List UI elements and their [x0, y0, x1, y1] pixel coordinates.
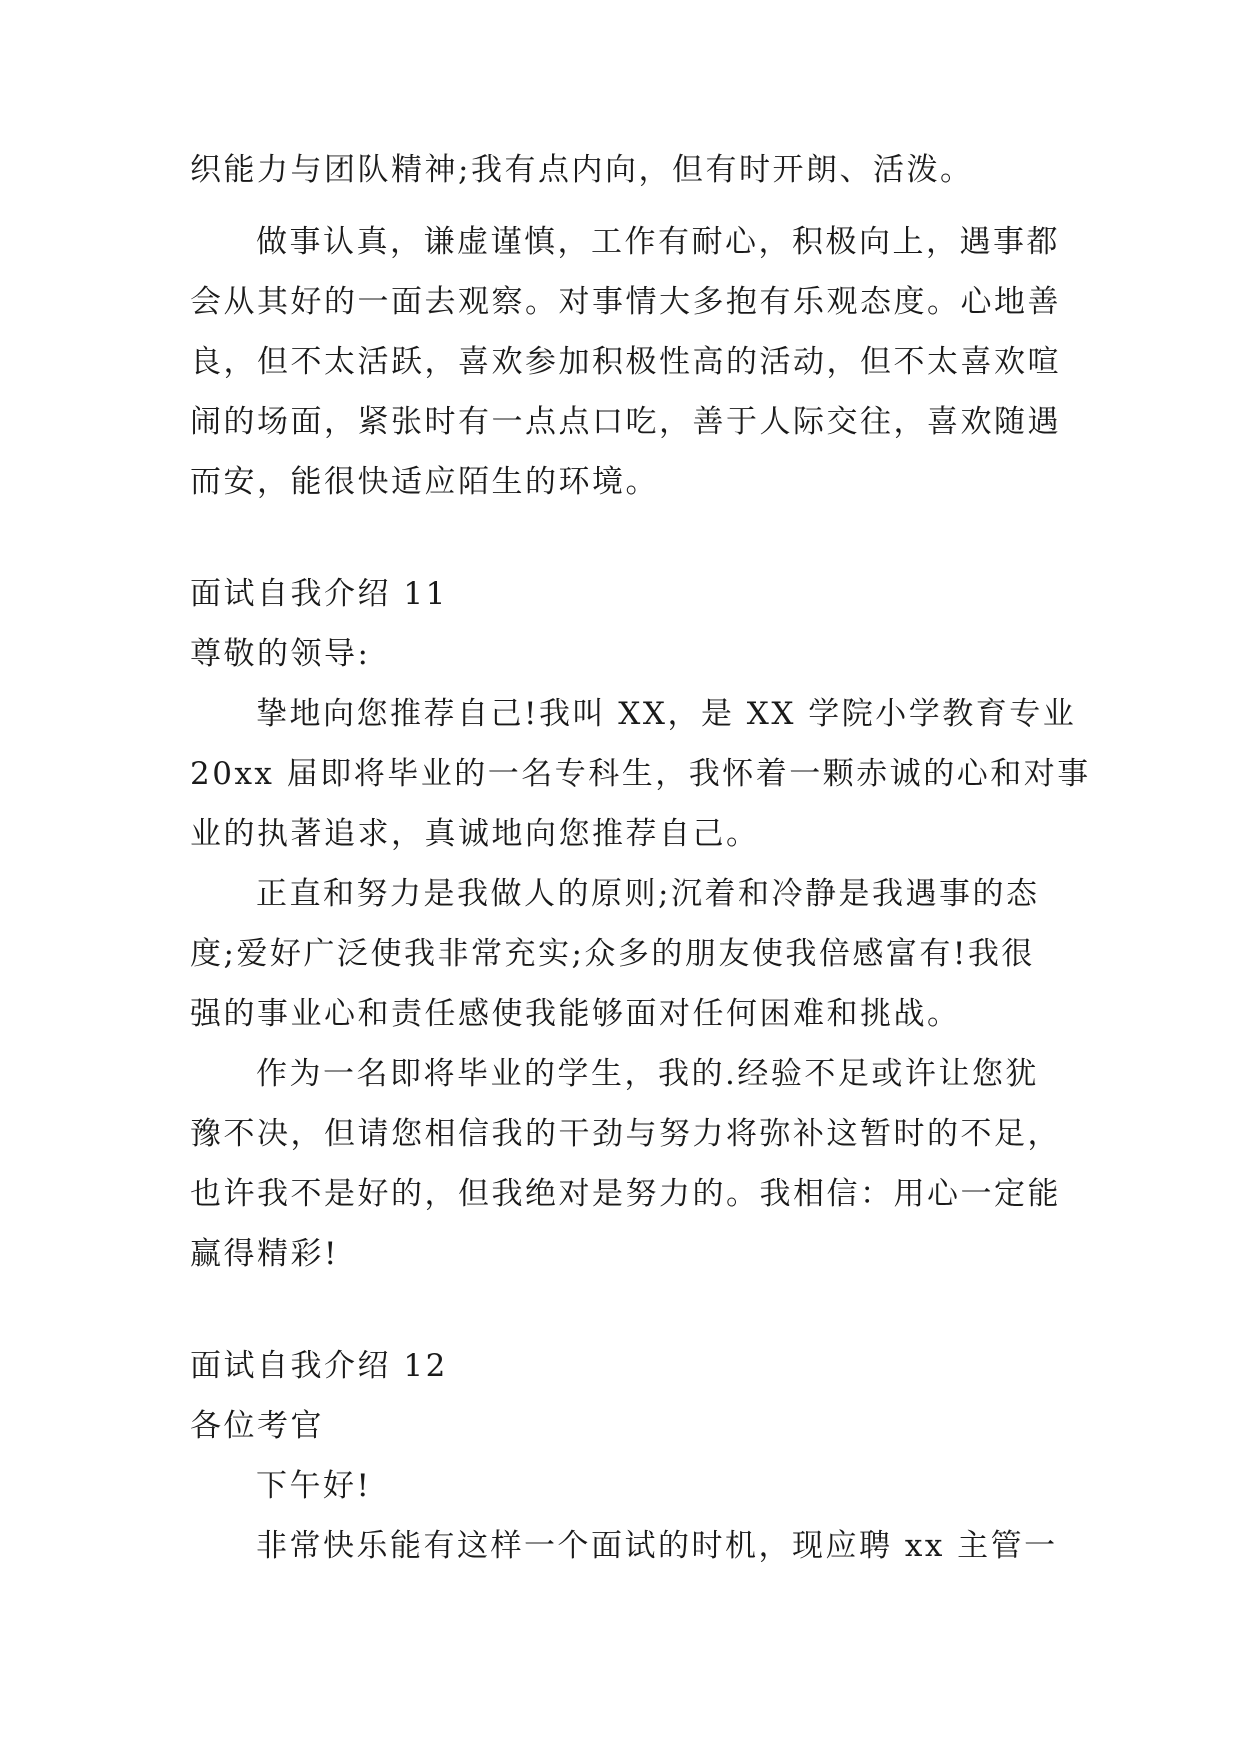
- paragraph-line: 业的执著追求，真诚地向您推荐自己。: [190, 816, 760, 852]
- paragraph-line: 豫不决，但请您相信我的干劲与努力将弥补这暂时的不足，: [190, 1116, 1061, 1152]
- paragraph-line: 也许我不是好的，但我绝对是努力的。我相信：用心一定能: [190, 1176, 1061, 1212]
- paragraph-line: 下午好!: [256, 1468, 372, 1504]
- paragraph-line: 挚地向您推荐自己!我叫 XX，是 XX 学院小学教育专业: [256, 696, 1077, 732]
- paragraph-line: 赢得精彩!: [190, 1236, 339, 1272]
- paragraph-line: 20xx 届即将毕业的一名专科生，我怀着一颗赤诚的心和对事: [190, 756, 1091, 792]
- paragraph-line: 作为一名即将毕业的学生，我的.经验不足或许让您犹: [256, 1056, 1039, 1092]
- paragraph-line: 强的事业心和责任感使我能够面对任何困难和挑战。: [190, 996, 961, 1032]
- paragraph-line: 非常快乐能有这样一个面试的时机，现应聘 xx 主管一: [256, 1528, 1058, 1564]
- section-heading-11: 面试自我介绍 11: [190, 576, 448, 612]
- paragraph-line: 正直和努力是我做人的原则;沉着和冷静是我遇事的态: [256, 876, 1040, 912]
- paragraph-line: 做事认真，谦虚谨慎，工作有耐心，积极向上，遇事都: [256, 224, 1060, 260]
- paragraph-line: 会从其好的一面去观察。对事情大多抱有乐观态度。心地善: [190, 284, 1061, 320]
- salutation-12: 各位考官: [190, 1408, 324, 1444]
- paragraph-line: 良，但不太活跃，喜欢参加积极性高的活动，但不太喜欢喧: [190, 344, 1061, 380]
- salutation-11: 尊敬的领导:: [190, 636, 371, 672]
- paragraph-line: 而安，能很快适应陌生的环境。: [190, 464, 659, 500]
- paragraph-line: 闹的场面，紧张时有一点点口吃，善于人际交往，喜欢随遇: [190, 404, 1061, 440]
- paragraph-line: 度;爱好广泛使我非常充实;众多的朋友使我倍感富有!我很: [190, 936, 1035, 972]
- paragraph-line: 织能力与团队精神;我有点内向，但有时开朗、活泼。: [190, 152, 974, 188]
- section-heading-12: 面试自我介绍 12: [190, 1348, 448, 1384]
